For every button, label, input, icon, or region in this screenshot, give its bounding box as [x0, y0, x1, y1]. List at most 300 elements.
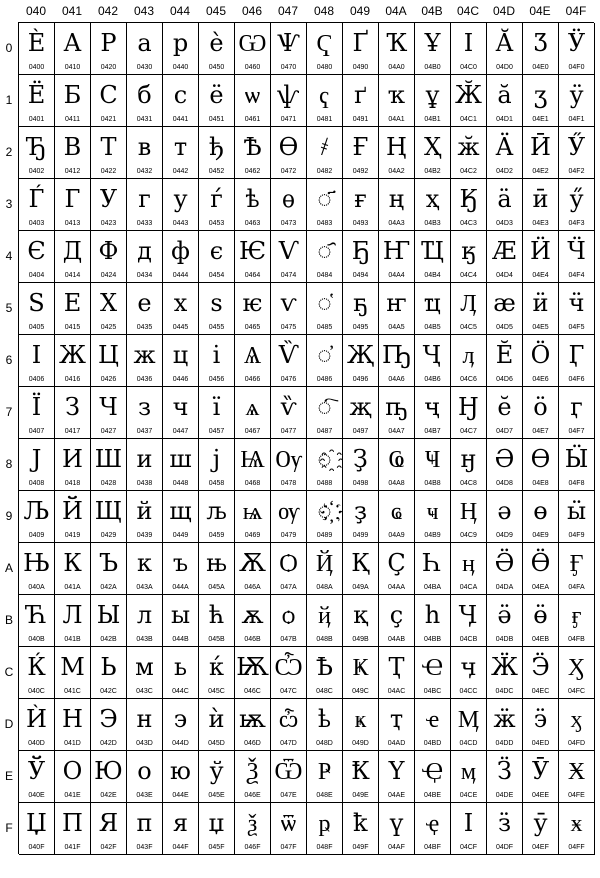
- glyph-codepoint: 0499: [352, 532, 369, 539]
- glyph-cell: [235, 231, 271, 283]
- glyph-cell: [235, 439, 271, 491]
- glyph-codepoint: 0423: [100, 220, 117, 227]
- glyph-codepoint: 0425: [100, 324, 117, 331]
- glyph-character: Ѭ: [236, 653, 269, 681]
- glyph-cell: [487, 231, 523, 283]
- glyph-character: ќ: [209, 653, 224, 681]
- glyph-cell: [55, 803, 91, 855]
- glyph-codepoint: 04BF: [424, 844, 441, 851]
- glyph-cell: [199, 127, 235, 179]
- glyph-codepoint: 048A: [316, 584, 333, 591]
- glyph-character: ӛ: [497, 601, 512, 629]
- glyph-character: ӣ: [532, 185, 549, 213]
- column-header: 04A: [385, 4, 407, 18]
- glyph-codepoint: 04BD: [423, 740, 442, 747]
- glyph-codepoint: 04DF: [495, 844, 514, 851]
- glyph-codepoint: 0407: [28, 428, 45, 435]
- glyph-character: Ӛ: [494, 549, 515, 577]
- glyph-codepoint: 042A: [100, 584, 117, 591]
- glyph-character: ҳ: [425, 185, 440, 213]
- glyph-cell: [91, 283, 127, 335]
- glyph-character: Ӝ: [491, 653, 518, 681]
- glyph-cell: [379, 595, 415, 647]
- glyph-codepoint: 0487: [316, 428, 333, 435]
- glyph-codepoint: 0473: [280, 220, 297, 227]
- glyph-codepoint: 04E5: [532, 324, 549, 331]
- glyph-character: ь: [173, 653, 188, 681]
- glyph-codepoint: 0485: [316, 324, 333, 331]
- glyph-cell: [235, 803, 271, 855]
- glyph-cell: [451, 283, 487, 335]
- glyph-character: П: [62, 809, 83, 837]
- glyph-codepoint: 046D: [244, 740, 261, 747]
- glyph-codepoint: 04AB: [387, 636, 406, 643]
- glyph-cell: [523, 803, 559, 855]
- glyph-character: Ӳ: [567, 133, 586, 161]
- glyph-codepoint: 0463: [244, 220, 261, 227]
- glyph-cell: [127, 543, 163, 595]
- glyph-character: Ӓ: [495, 133, 514, 161]
- glyph-codepoint: 048F: [316, 844, 333, 851]
- glyph-codepoint: 0408: [28, 480, 45, 487]
- glyph-cell: [559, 335, 595, 387]
- glyph-codepoint: 0455: [208, 324, 225, 331]
- glyph-cell: [127, 387, 163, 439]
- glyph-codepoint: 0401: [28, 116, 45, 123]
- glyph-codepoint: 047F: [280, 844, 297, 851]
- glyph-character: ҟ: [353, 809, 368, 837]
- glyph-character: Ѧ: [243, 341, 262, 369]
- glyph-cell: [163, 179, 199, 231]
- glyph-character: ѐ: [209, 29, 224, 57]
- glyph-cell: [379, 439, 415, 491]
- glyph-character: И: [62, 445, 83, 473]
- glyph-codepoint: 042F: [100, 844, 117, 851]
- glyph-character: ч: [172, 393, 189, 421]
- glyph-character: ю: [170, 757, 191, 785]
- glyph-cell: [559, 439, 595, 491]
- glyph-codepoint: 043E: [136, 792, 153, 799]
- glyph-cell: [523, 23, 559, 75]
- glyph-cell: [55, 127, 91, 179]
- glyph-codepoint: 04BB: [423, 636, 442, 643]
- glyph-character: Ҷ: [423, 341, 442, 369]
- glyph-codepoint: 044A: [172, 584, 189, 591]
- glyph-cell: [415, 283, 451, 335]
- glyph-cell: [379, 543, 415, 595]
- glyph-codepoint: 04C0: [460, 64, 477, 71]
- glyph-character: ҂: [320, 133, 329, 161]
- glyph-codepoint: 0492: [352, 168, 369, 175]
- glyph-character: Ӂ: [455, 81, 482, 109]
- glyph-character: Ѐ: [27, 29, 46, 57]
- glyph-codepoint: 04EA: [531, 584, 550, 591]
- glyph-codepoint: 04A2: [388, 168, 405, 175]
- glyph-character: К: [63, 549, 82, 577]
- glyph-character: ҍ: [317, 705, 332, 733]
- glyph-codepoint: 04C2: [460, 168, 477, 175]
- glyph-cell: [415, 803, 451, 855]
- glyph-cell: [127, 335, 163, 387]
- glyph-cell: [559, 699, 595, 751]
- glyph-cell: [163, 231, 199, 283]
- glyph-cell: [235, 335, 271, 387]
- row-header: D: [4, 717, 14, 731]
- glyph-codepoint: 0447: [172, 428, 189, 435]
- glyph-character: џ: [208, 809, 225, 837]
- glyph-character: Ҵ: [421, 237, 444, 265]
- glyph-codepoint: 0497: [352, 428, 369, 435]
- glyph-codepoint: 04E8: [532, 480, 549, 487]
- glyph-character: Ъ: [98, 549, 119, 577]
- glyph-cell: [127, 751, 163, 803]
- glyph-codepoint: 04D6: [496, 376, 513, 383]
- glyph-cell: [91, 491, 127, 543]
- glyph-character: ӓ: [497, 185, 512, 213]
- glyph-cell: [307, 647, 343, 699]
- glyph-codepoint: 0449: [172, 532, 189, 539]
- glyph-character: Ӈ: [458, 393, 479, 421]
- glyph-character: і: [212, 341, 221, 369]
- glyph-codepoint: 0478: [280, 480, 297, 487]
- glyph-character: Ұ: [424, 29, 441, 57]
- glyph-codepoint: 04EF: [532, 844, 549, 851]
- glyph-codepoint: 0432: [136, 168, 153, 175]
- glyph-codepoint: 0472: [280, 168, 297, 175]
- glyph-codepoint: 04E2: [532, 168, 549, 175]
- glyph-codepoint: 0448: [172, 480, 189, 487]
- glyph-character: ӈ: [460, 445, 477, 473]
- glyph-codepoint: 04FC: [567, 688, 586, 695]
- glyph-cell: [343, 803, 379, 855]
- glyph-cell: [343, 647, 379, 699]
- glyph-cell: [163, 75, 199, 127]
- glyph-cell: [55, 179, 91, 231]
- glyph-cell: [19, 283, 55, 335]
- glyph-cell: [199, 23, 235, 75]
- glyph-codepoint: 04AA: [387, 584, 406, 591]
- glyph-character: Ѵ: [278, 237, 299, 265]
- glyph-codepoint: 04F6: [568, 376, 585, 383]
- glyph-codepoint: 0419: [64, 532, 81, 539]
- glyph-codepoint: 0427: [100, 428, 117, 435]
- glyph-cell: [199, 283, 235, 335]
- glyph-character: Ҧ: [382, 341, 411, 369]
- glyph-cell: [55, 335, 91, 387]
- column-header: 04D: [492, 4, 515, 18]
- glyph-character: ҋ: [318, 601, 331, 629]
- glyph-cell: [127, 803, 163, 855]
- glyph-codepoint: 048B: [316, 636, 333, 643]
- glyph-cell: [559, 543, 595, 595]
- glyph-cell: [271, 803, 307, 855]
- glyph-cell: [343, 543, 379, 595]
- glyph-codepoint: 04B7: [424, 428, 441, 435]
- glyph-cell: [199, 491, 235, 543]
- glyph-codepoint: 04E0: [532, 64, 549, 71]
- glyph-character: ӻ: [571, 601, 582, 629]
- glyph-codepoint: 0422: [100, 168, 117, 175]
- glyph-cell: [55, 543, 91, 595]
- glyph-codepoint: 0436: [136, 376, 153, 383]
- glyph-character: ӝ: [493, 705, 516, 733]
- glyph-cell: [19, 543, 55, 595]
- glyph-character: ӎ: [460, 757, 477, 785]
- glyph-cell: [307, 231, 343, 283]
- glyph-cell: [271, 127, 307, 179]
- glyph-codepoint: 0417: [64, 428, 81, 435]
- glyph-codepoint: 0437: [136, 428, 153, 435]
- glyph-character: Ғ: [352, 133, 369, 161]
- glyph-cell: [523, 335, 559, 387]
- glyph-codepoint: 0474: [280, 272, 297, 279]
- glyph-cell: [379, 127, 415, 179]
- glyph-codepoint: 04DD: [495, 740, 514, 747]
- glyph-cell: [343, 335, 379, 387]
- glyph-character: ѓ: [210, 185, 223, 213]
- glyph-cell: [199, 543, 235, 595]
- glyph-cell: [451, 803, 487, 855]
- glyph-cell: [199, 335, 235, 387]
- glyph-codepoint: 0467: [244, 428, 261, 435]
- glyph-cell: [199, 751, 235, 803]
- glyph-character: Ѽ: [273, 653, 304, 681]
- glyph-cell: [379, 803, 415, 855]
- glyph-character: х: [173, 289, 188, 317]
- glyph-character: Ҏ: [317, 757, 332, 785]
- glyph-codepoint: 04FE: [568, 792, 585, 799]
- glyph-codepoint: 04DE: [495, 792, 514, 799]
- glyph-codepoint: 044C: [172, 688, 189, 695]
- glyph-character: ӆ: [462, 341, 475, 369]
- glyph-character: Ҥ: [382, 237, 411, 265]
- glyph-cell: [19, 23, 55, 75]
- glyph-character: Д: [62, 237, 83, 265]
- glyph-character: ф: [171, 237, 190, 265]
- glyph-codepoint: 04A5: [388, 324, 405, 331]
- glyph-character: з: [137, 393, 152, 421]
- glyph-cell: [127, 699, 163, 751]
- glyph-character: Ы: [96, 601, 121, 629]
- glyph-cell: [451, 179, 487, 231]
- glyph-character: Ї: [31, 393, 42, 421]
- glyph-character: Ӟ: [497, 757, 512, 785]
- glyph-character: ђ: [209, 133, 224, 161]
- glyph-codepoint: 041F: [64, 844, 81, 851]
- glyph-character: Қ: [351, 549, 370, 577]
- glyph-cell: [415, 75, 451, 127]
- glyph-cell: [343, 179, 379, 231]
- glyph-character: д: [137, 237, 152, 265]
- glyph-cell: [307, 439, 343, 491]
- glyph-cell: [199, 179, 235, 231]
- glyph-cell: [415, 699, 451, 751]
- glyph-cell: [523, 439, 559, 491]
- glyph-character: ѻ: [281, 601, 296, 629]
- glyph-character: Ѓ: [28, 185, 45, 213]
- glyph-cell: [307, 75, 343, 127]
- glyph-cell: [91, 127, 127, 179]
- glyph-character: З: [65, 393, 80, 421]
- glyph-codepoint: 045A: [208, 584, 225, 591]
- glyph-codepoint: 0458: [208, 480, 225, 487]
- glyph-cell: [271, 491, 307, 543]
- glyph-cell: [271, 699, 307, 751]
- glyph-character: ҁ: [319, 81, 330, 109]
- glyph-codepoint: 04DB: [495, 636, 514, 643]
- column-header: 048: [313, 4, 335, 18]
- glyph-character: э: [173, 705, 188, 733]
- glyph-cell: [163, 491, 199, 543]
- glyph-character: һ: [424, 601, 441, 629]
- glyph-character: С: [99, 81, 118, 109]
- glyph-character: и: [136, 445, 153, 473]
- glyph-cell: [163, 439, 199, 491]
- glyph-character: Ӆ: [460, 289, 477, 317]
- glyph-codepoint: 044D: [172, 740, 189, 747]
- glyph-codepoint: 04CB: [459, 636, 478, 643]
- glyph-codepoint: 044B: [172, 636, 189, 643]
- glyph-codepoint: 049C: [352, 688, 369, 695]
- glyph-codepoint: 04D9: [496, 532, 513, 539]
- glyph-character: ӟ: [497, 809, 512, 837]
- glyph-character: Љ: [23, 497, 50, 525]
- glyph-character: ш: [169, 445, 192, 473]
- glyph-codepoint: 04A1: [388, 116, 405, 123]
- glyph-character: у: [173, 185, 188, 213]
- glyph-codepoint: 0498: [352, 480, 369, 487]
- glyph-character: ҧ: [385, 393, 408, 421]
- glyph-character: Ҋ: [315, 549, 334, 577]
- glyph-codepoint: 0481: [316, 116, 333, 123]
- glyph-character: ҷ: [424, 393, 441, 421]
- glyph-codepoint: 04CF: [459, 844, 478, 851]
- glyph-cell: [451, 231, 487, 283]
- glyph-character: Ӣ: [530, 133, 551, 161]
- glyph-character: М: [60, 653, 85, 681]
- row-header: 3: [5, 197, 13, 211]
- glyph-codepoint: 0470: [280, 64, 297, 71]
- glyph-cell: [523, 595, 559, 647]
- glyph-character: Ҫ: [387, 549, 406, 577]
- glyph-character: ӱ: [569, 81, 584, 109]
- glyph-character: А: [63, 29, 82, 57]
- glyph-codepoint: 0441: [172, 116, 189, 123]
- glyph-character: щ: [169, 497, 192, 525]
- glyph-codepoint: 041C: [64, 688, 81, 695]
- glyph-cell: [19, 439, 55, 491]
- glyph-character: ҙ: [354, 497, 367, 525]
- glyph-codepoint: 0456: [208, 376, 225, 383]
- glyph-cell: [379, 491, 415, 543]
- glyph-cell: [127, 647, 163, 699]
- glyph-cell: [379, 647, 415, 699]
- glyph-character: Ѱ: [277, 29, 300, 57]
- glyph-codepoint: 04CD: [459, 740, 478, 747]
- glyph-codepoint: 04F3: [568, 220, 585, 227]
- glyph-cell: [415, 335, 451, 387]
- glyph-codepoint: 04FD: [567, 740, 586, 747]
- glyph-character: ӷ: [570, 393, 583, 421]
- glyph-character: ҫ: [389, 601, 404, 629]
- glyph-character: Б: [63, 81, 82, 109]
- glyph-cell: [379, 387, 415, 439]
- glyph-character: Ҡ: [385, 29, 408, 57]
- glyph-character: Г: [64, 185, 81, 213]
- glyph-cell: [343, 75, 379, 127]
- glyph-cell: [415, 647, 451, 699]
- glyph-codepoint: 04E4: [532, 272, 549, 279]
- glyph-character: Ф: [98, 237, 119, 265]
- glyph-codepoint: 0446: [172, 376, 189, 383]
- glyph-character: л: [136, 601, 153, 629]
- glyph-character: Л: [62, 601, 83, 629]
- glyph-character: н: [136, 705, 153, 733]
- glyph-cell: [127, 231, 163, 283]
- glyph-codepoint: 0430: [136, 64, 153, 71]
- glyph-codepoint: 040C: [28, 688, 45, 695]
- glyph-codepoint: 0410: [64, 64, 81, 71]
- glyph-cell: [523, 543, 559, 595]
- row-header: 9: [5, 509, 13, 523]
- glyph-codepoint: 04A7: [388, 428, 405, 435]
- glyph-codepoint: 0409: [28, 532, 45, 539]
- glyph-character: ◌҇: [317, 393, 332, 421]
- glyph-codepoint: 046E: [244, 792, 261, 799]
- glyph-codepoint: 048D: [316, 740, 333, 747]
- glyph-cell: [559, 23, 595, 75]
- glyph-cell: [127, 23, 163, 75]
- glyph-cell: [199, 75, 235, 127]
- glyph-cell: [271, 387, 307, 439]
- glyph-cell: [559, 595, 595, 647]
- column-header: 04B: [421, 4, 443, 18]
- glyph-codepoint: 0496: [352, 376, 369, 383]
- glyph-character: ѕ: [210, 289, 223, 317]
- glyph-character: Ӄ: [459, 185, 478, 213]
- glyph-codepoint: 04C1: [460, 116, 477, 123]
- glyph-codepoint: 0466: [244, 376, 261, 383]
- glyph-cell: [415, 387, 451, 439]
- glyph-character: ұ: [425, 81, 440, 109]
- glyph-cell: [559, 491, 595, 543]
- glyph-cell: [91, 179, 127, 231]
- glyph-cell: [19, 75, 55, 127]
- glyph-character: ъ: [172, 549, 189, 577]
- glyph-cell: [19, 751, 55, 803]
- glyph-cell: [523, 751, 559, 803]
- glyph-character: ѵ: [280, 289, 297, 317]
- glyph-character: Ӏ: [463, 809, 474, 837]
- glyph-cell: [451, 127, 487, 179]
- glyph-character: Ѯ: [246, 757, 259, 785]
- glyph-cell: [271, 75, 307, 127]
- glyph-cell: [91, 699, 127, 751]
- glyph-codepoint: 0493: [352, 220, 369, 227]
- glyph-codepoint: 045E: [208, 792, 225, 799]
- glyph-character: ӧ: [533, 393, 548, 421]
- glyph-codepoint: 04AF: [388, 844, 405, 851]
- glyph-cell: [19, 335, 55, 387]
- glyph-codepoint: 04DA: [495, 584, 514, 591]
- glyph-codepoint: 043C: [136, 688, 153, 695]
- glyph-codepoint: 0431: [136, 116, 153, 123]
- glyph-cell: [235, 283, 271, 335]
- glyph-cell: [307, 803, 343, 855]
- glyph-codepoint: 04BE: [423, 792, 442, 799]
- glyph-codepoint: 04F5: [568, 324, 585, 331]
- glyph-cell: [235, 595, 271, 647]
